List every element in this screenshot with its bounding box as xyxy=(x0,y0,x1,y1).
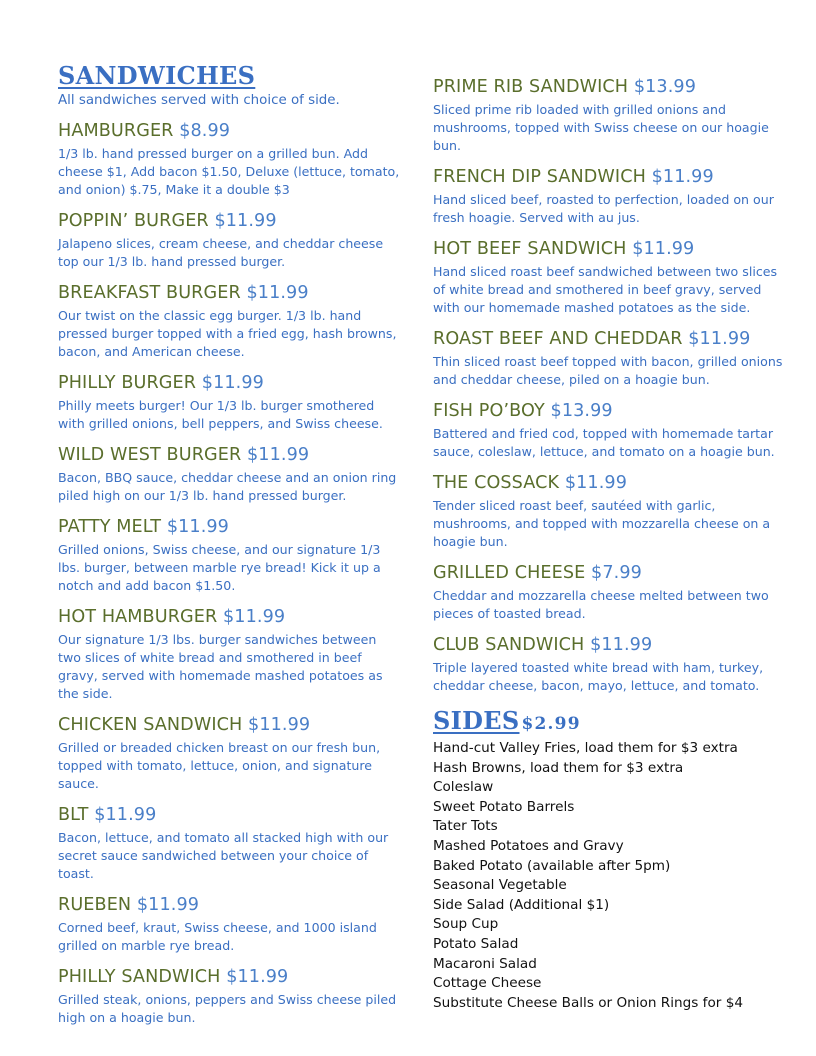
left-column xyxy=(58,62,403,1027)
side-item: Coleslaw xyxy=(433,779,494,796)
side-item: Mashed Potatoes and Gravy xyxy=(433,837,624,854)
menu-item-name: CHICKEN SANDWICH xyxy=(58,715,243,735)
menu-item-price: $11.99 xyxy=(248,715,311,735)
menu-item-name: BREAKFAST BURGER xyxy=(58,283,241,303)
menu-item-name: FRENCH DIP SANDWICH xyxy=(433,167,646,187)
menu-item-price: $11.99 xyxy=(214,211,277,231)
menu-item-heading xyxy=(433,166,783,188)
menu-item-description: Corned beef, kraut, Swiss cheese, and 1000 island grilled on marble rye bread. xyxy=(58,920,377,953)
menu-item-price: $13.99 xyxy=(633,77,697,97)
menu-item-price: $11.99 xyxy=(632,239,695,259)
sides-title: SIDES xyxy=(433,706,520,735)
menu-item-name: FISH PO’BOY xyxy=(433,401,545,421)
menu-item-description: Battered and fried cod, topped with homemade tartar sauce, coleslaw, lettuce, and tomato on a hoagie bun. xyxy=(433,426,775,459)
side-item: Seasonal Vegetable xyxy=(433,877,567,894)
menu-item xyxy=(433,634,783,695)
menu-item-name: PATTY MELT xyxy=(58,517,162,537)
menu-item-heading xyxy=(433,76,783,98)
menu-item-name: PHILLY BURGER xyxy=(58,373,197,393)
menu-item-price: $11.99 xyxy=(166,517,229,537)
menu-item xyxy=(58,894,403,955)
menu-item xyxy=(433,328,783,389)
menu-item-heading xyxy=(433,562,783,584)
side-item: Sweet Potato Barrels xyxy=(433,798,575,815)
menu-item xyxy=(58,966,403,1027)
side-item: Baked Potato (available after 5pm) xyxy=(433,857,671,874)
side-item: Side Salad (Additional $1) xyxy=(433,896,610,913)
menu-item-description: Triple layered toasted white bread with ham, turkey, cheddar cheese, bacon, mayo, lettuce, and tomato. xyxy=(433,660,764,693)
menu-item xyxy=(433,400,783,461)
side-item: Macaroni Salad xyxy=(433,955,537,972)
menu-item-name: RUEBEN xyxy=(58,895,132,915)
menu-item-name: WILD WEST BURGER xyxy=(58,445,242,465)
menu-item-description: Grilled steak, onions, peppers and Swiss cheese piled high on a hoagie bun. xyxy=(58,992,397,1025)
menu-item-price: $11.99 xyxy=(247,445,310,465)
menu-item xyxy=(433,562,783,623)
menu-item-price: $11.99 xyxy=(590,635,653,655)
sides-header xyxy=(433,707,783,735)
menu-item-heading xyxy=(58,714,403,736)
menu-item-name: GRILLED CHEESE xyxy=(433,563,586,583)
menu-item xyxy=(58,210,403,271)
menu-item-description: Tender sliced roast beef, sautéed with garlic, mushrooms, and topped with mozzarella cheese on a hoagie bun. xyxy=(433,498,771,549)
menu-item-price: $11.99 xyxy=(136,895,200,915)
menu-item-price: $11.99 xyxy=(651,167,714,187)
menu-item-name: CLUB SANDWICH xyxy=(433,635,585,655)
menu-item xyxy=(433,76,783,155)
menu-item-description: Cheddar and mozzarella cheese melted between two pieces of toasted bread. xyxy=(433,588,769,621)
menu-item xyxy=(58,516,403,595)
menu-item-heading xyxy=(58,966,403,988)
sandwiches-header xyxy=(58,62,403,110)
menu-item-heading xyxy=(58,372,403,394)
menu-item-description: Grilled onions, Swiss cheese, and our signature 1/3 lbs. burger, between marble rye bread! Kick it up a notch and add bacon $1.50. xyxy=(58,542,381,593)
menu-item-name: HAMBURGER xyxy=(58,121,174,141)
sandwiches-title: SANDWICHES xyxy=(58,61,256,90)
menu-item-description: Bacon, lettuce, and tomato all stacked high with our secret sauce sandwiched between your choice of toast. xyxy=(58,830,389,881)
menu-item-name: PRIME RIB SANDWICH xyxy=(433,77,629,97)
menu-item-heading xyxy=(433,634,783,656)
menu-item-heading xyxy=(433,238,783,260)
menu-item-description: Philly meets burger! Our 1/3 lb. burger smothered with grilled onions, bell peppers, and Swiss cheese. xyxy=(58,398,383,431)
menu-item xyxy=(433,166,783,227)
side-item: Hash Browns, load them for $3 extra xyxy=(433,759,684,776)
menu-item xyxy=(433,472,783,551)
sandwiches-subtitle: All sandwiches served with choice of side. xyxy=(58,93,340,108)
menu-item-name: THE COSSACK xyxy=(433,473,560,493)
menu-item xyxy=(58,714,403,793)
menu-item-heading xyxy=(58,210,403,232)
menu-item-price: $11.99 xyxy=(246,283,309,303)
menu-item-heading xyxy=(433,400,783,422)
menu-item-price: $11.99 xyxy=(201,373,264,393)
menu-item-description: Our twist on the classic egg burger. 1/3 lb. hand pressed burger topped with a fried egg, hash browns, bacon, and American cheese. xyxy=(58,308,397,359)
sides-list xyxy=(433,739,783,1013)
menu-item xyxy=(58,444,403,505)
side-item: Hand-cut Valley Fries, load them for $3 extra xyxy=(433,740,738,756)
menu-item-heading xyxy=(58,894,403,916)
menu-item-description: 1/3 lb. hand pressed burger on a grilled bun. Add cheese $1, Add bacon $1.50, Deluxe (lettuce, tomato, and onion) $.75, Make it a double $3 xyxy=(58,146,400,197)
menu-item-description: Our signature 1/3 lbs. burger sandwiches between two slices of white bread and smothered in beef gravy, served with homemade mashed potatoes as the side. xyxy=(58,632,383,701)
menu-item-price: $13.99 xyxy=(550,401,613,421)
side-item: Potato Salad xyxy=(433,935,519,952)
menu-item-description: Hand sliced beef, roasted to perfection, loaded on our fresh hoagie. Served with au jus. xyxy=(433,192,774,225)
side-item: Tater Tots xyxy=(433,818,498,835)
menu-item-name: BLT xyxy=(58,805,89,825)
side-item: Substitute Cheese Balls or Onion Rings for $4 xyxy=(433,994,743,1011)
menu-item-name: HOT BEEF SANDWICH xyxy=(433,239,627,259)
menu-item-heading xyxy=(58,606,403,628)
menu-item-description: Jalapeno slices, cream cheese, and cheddar cheese top our 1/3 lb. hand pressed burger. xyxy=(58,236,384,269)
menu-item-price: $11.99 xyxy=(94,805,157,825)
sides-price: $2.99 xyxy=(521,714,581,734)
side-item: Cottage Cheese xyxy=(433,975,542,992)
menu-item-heading xyxy=(58,516,403,538)
menu-item-heading xyxy=(58,444,403,466)
menu-item-description: Hand sliced roast beef sandwiched between two slices of white bread and smothered in beef gravy, served with our homemade mashed potatoes as the side. xyxy=(433,264,778,315)
menu-item xyxy=(58,120,403,199)
menu-item-price: $11.99 xyxy=(564,473,628,493)
menu-item-price: $11.99 xyxy=(688,329,751,349)
menu-item-description: Grilled or breaded chicken breast on our fresh bun, topped with tomato, lettuce, onion, and signature sauce. xyxy=(58,740,381,791)
menu-item-description: Thin sliced roast beef topped with bacon, grilled onions and cheddar cheese, piled on a hoagie bun. xyxy=(433,354,783,387)
menu-item-price: $7.99 xyxy=(591,563,642,583)
menu-item-name: HOT HAMBURGER xyxy=(58,607,218,627)
right-column xyxy=(433,76,783,1013)
menu-item xyxy=(433,238,783,317)
side-item: Soup Cup xyxy=(433,916,499,933)
menu-item-name: PHILLY SANDWICH xyxy=(58,967,221,987)
menu-item-heading xyxy=(58,804,403,826)
menu-item-description: Bacon, BBQ sauce, cheddar cheese and an onion ring piled high on our 1/3 lb. hand pressed burger. xyxy=(58,470,397,503)
menu-item-price: $11.99 xyxy=(226,967,289,987)
menu-item-description: Sliced prime rib loaded with grilled onions and mushrooms, topped with Swiss cheese on our hoagie bun. xyxy=(433,102,769,153)
menu-item xyxy=(58,282,403,361)
left-menu-items xyxy=(58,120,403,1027)
right-menu-items xyxy=(433,76,783,695)
menu-item-heading xyxy=(58,282,403,304)
menu-item-heading xyxy=(433,328,783,350)
menu-item-heading xyxy=(433,472,783,494)
menu-item-name: ROAST BEEF AND CHEDDAR xyxy=(433,329,683,349)
menu-item xyxy=(58,804,403,883)
menu-item-heading xyxy=(58,120,403,142)
menu-item-price: $8.99 xyxy=(179,121,231,141)
menu-item xyxy=(58,606,403,703)
menu-item xyxy=(58,372,403,433)
menu-item-price: $11.99 xyxy=(223,607,286,627)
menu-item-name: POPPIN’ BURGER xyxy=(58,211,209,231)
